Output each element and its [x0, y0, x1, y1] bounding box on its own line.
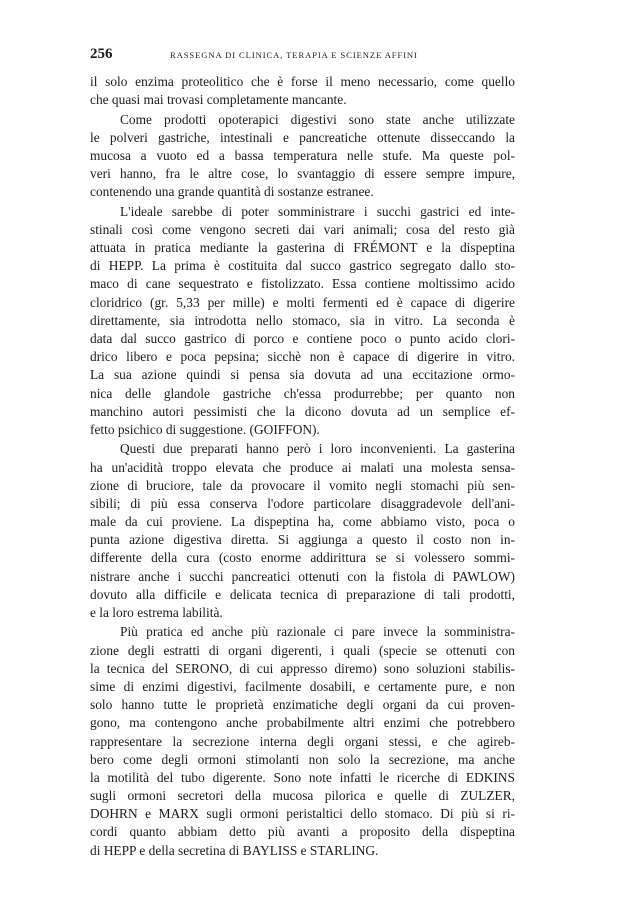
text-line: di HEPP e della secretina di BAYLISS e STARLING.	[90, 842, 379, 858]
text-line: mucosa a vuoto ed a bassa temperatura nelle stufe. Ma queste pol-	[90, 147, 515, 163]
paragraph	[90, 623, 515, 859]
text-line: Come prodotti opoterapici digestivi sono state anche utilizzate	[120, 111, 515, 127]
text-line: punta azione digestiva diretta. Si aggiunga a questo il costo non in-	[90, 532, 515, 548]
text-line: sime di enzimi digestivi, facilmente dosabili, e certamente pure, e non	[90, 678, 515, 694]
text-line: veri hanno, fra le altre cose, lo svantaggio di essere sempre impure,	[90, 166, 515, 182]
text-line: male da cui proviene. La dispeptina ha, come abbiamo visto, poca o	[90, 514, 515, 530]
text-line: fetto psichico di suggestione. (GOIFFON).	[90, 421, 320, 437]
text-line: stinali così come vengono secreti dai vari animali; cosa del resto già	[90, 221, 515, 237]
text-line: maco di cane sequestrato e fistolizzato. Essa contiene moltissimo acido	[90, 276, 515, 292]
text-line: data dal succo gastrico di porco e contiene poco o punto acido clori-	[90, 331, 515, 346]
text-line: rappresentare la secrezione interna degli organi stessi, e che agireb-	[90, 733, 515, 749]
body-text	[90, 73, 515, 861]
text-line: differente della cura (costo enorme addirittura se si volessero sommi-	[90, 550, 515, 566]
text-line: sugli ormoni secretori della mucosa pilorica e quelle di ZULZER,	[90, 788, 515, 804]
text-line: dovuto alla difficile e delicata tecnica di preparazione di tali prodotti,	[90, 586, 515, 602]
text-line: L'ideale sarebbe di poter somministrare i succhi gastrici ed inte-	[120, 203, 515, 219]
text-line: sibili; di più essa conserva l'odore particolare disaggradevole dell'ani-	[90, 495, 515, 511]
text-line: nistrare anche i succhi pancreatici ottenuti con la fistola di PAWLOW)	[90, 568, 515, 584]
text-line: ha un'acidità troppo elevata che produce ai malati una molesta sensa-	[90, 459, 515, 475]
paragraph	[90, 203, 515, 439]
text-line: zione di bruciore, tale da provocare il vomito negli stomachi più sen-	[90, 477, 515, 493]
text-line: Questi due preparati hanno però i loro inconvenienti. La gasterina	[120, 441, 515, 457]
text-line: e la loro estrema labilità.	[90, 605, 223, 620]
text-line: solo hanno tutte le proprietà enzimatiche degli organi da cui proven-	[90, 697, 515, 713]
text-line: contenendo una grande quantità di sostanze estranee.	[90, 184, 374, 200]
text-line: la motilità del tubo digerente. Sono note infatti le ricerche di EDKINS	[90, 769, 515, 785]
page-number: 256	[90, 46, 113, 62]
text-line: manchino autori pessimisti che la dicono dovuta ad un semplice ef-	[90, 403, 515, 419]
text-line: le polveri gastriche, intestinali e pancreatiche ottenute disseccando la	[90, 129, 515, 145]
text-line: la tecnica del SERONO, di cui appresso diremo) sono soluzioni stabilis-	[90, 660, 515, 676]
text-line: direttamente, sia introdotta nello stomaco, sia in vitro. La seconda è	[90, 312, 515, 328]
paragraph	[90, 111, 515, 202]
text-line: La sua azione quindi si pensa sia dovuta ad una eccitazione ormo-	[90, 367, 515, 383]
paragraph	[90, 440, 515, 622]
text-line: bero come degli ormoni stimolanti non solo la secrezione, ma anche	[90, 751, 515, 767]
text-line: drico libero e poca pepsina; sicchè non è capace di digerire in vitro.	[90, 349, 515, 365]
text-line: il solo enzima proteolitico che è forse il meno necessario, come quello	[90, 74, 515, 89]
text-line: gono, ma contengono anche probabilmente altri enzimi che potrebbero	[90, 715, 515, 731]
text-line: cordi quanto abbiam detto più avanti a proposito della dispeptina	[90, 824, 515, 840]
text-line: di HEPP. La prima è costituita dal succo gastrico segregato dallo sto-	[90, 258, 515, 274]
text-line: cloridrico (gr. 5,33 per mille) e molti fermenti ed è capace di digerire	[90, 294, 515, 310]
text-line: che quasi mai trovasi completamente mancante.	[90, 92, 347, 108]
running-head: RASSEGNA DI CLINICA, TERAPIA E SCIENZE AFFINI	[170, 50, 418, 60]
text-line: nica delle glandole gastriche ch'essa produrrebbe; per quanto non	[90, 385, 515, 401]
paragraph	[90, 73, 515, 109]
text-line: attuata in pratica mediante la gasterina di FRÉMONT e la dispeptina	[90, 240, 515, 256]
text-line: Più pratica ed anche più razionale ci pare invece la somministra-	[120, 624, 515, 640]
text-line: zione degli estratti di organi digerenti, i quali (specie se ottenuti con	[90, 642, 515, 658]
text-line: DOHRN e MARX sugli ormoni peristaltici dello stomaco. Di più si ri-	[90, 806, 515, 822]
